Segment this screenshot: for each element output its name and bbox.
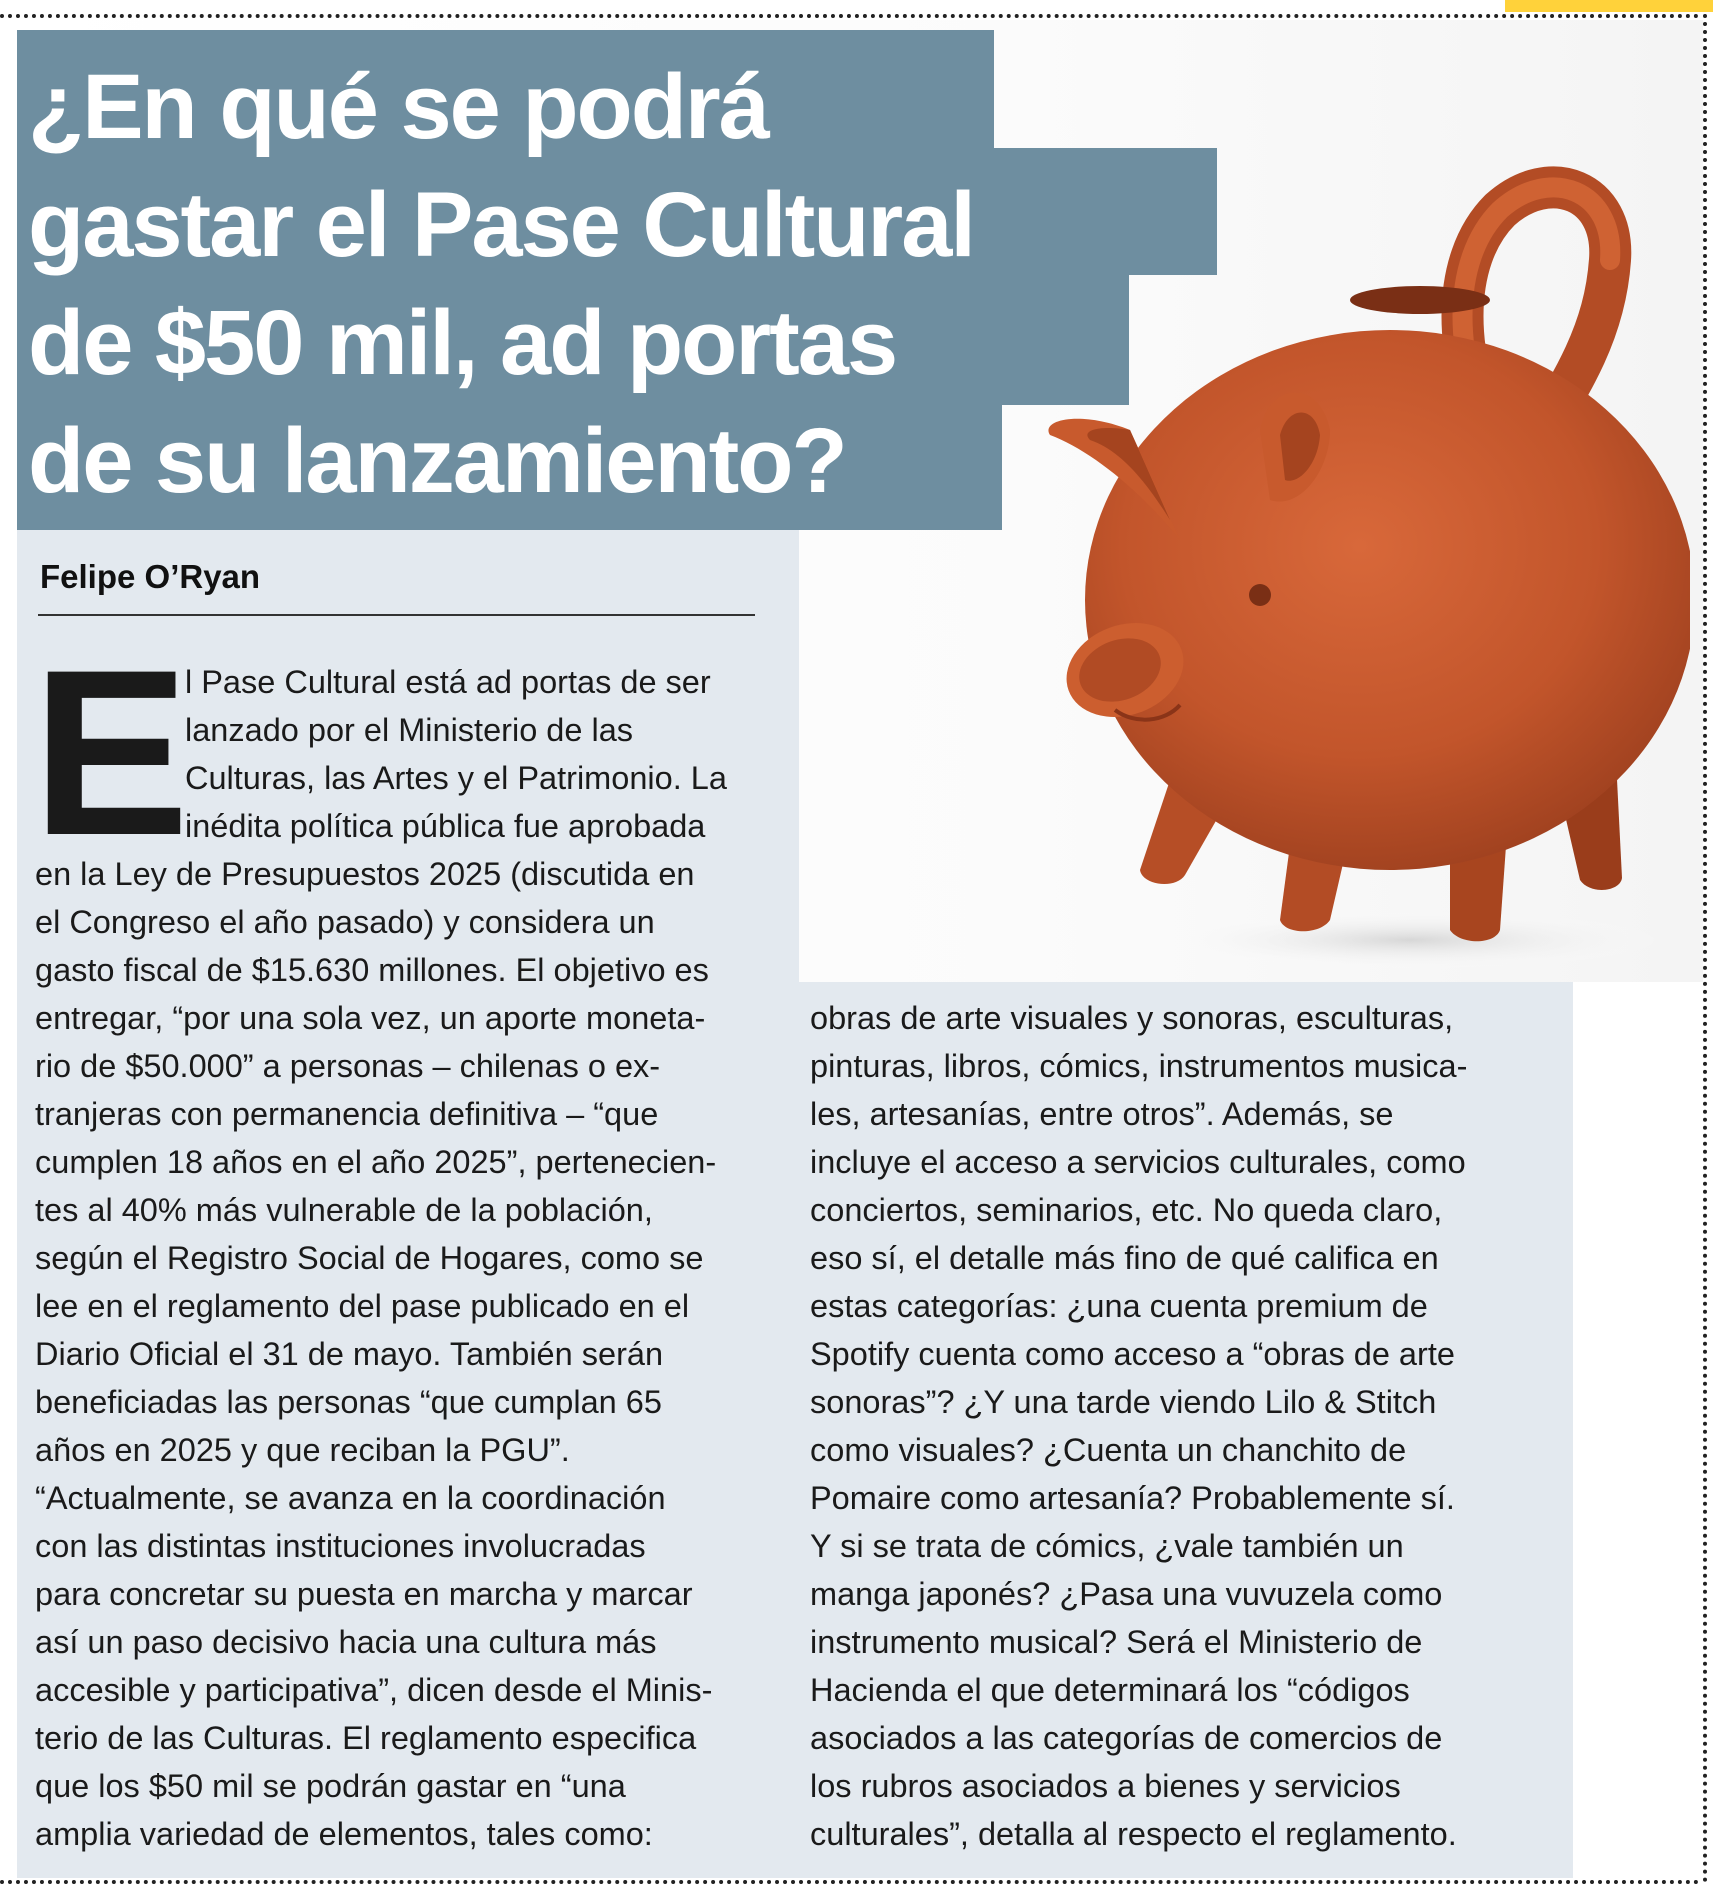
byline-divider [38, 614, 755, 616]
headline-line: gastar el Pase Cultural [28, 174, 974, 276]
text-line: para concretar su puesta en marcha y marcar [35, 1576, 693, 1612]
text-line: así un paso decisivo hacia una cultura más [35, 1624, 657, 1660]
bottom-dotted-border [0, 1880, 1700, 1884]
accent-tab [1505, 0, 1713, 12]
text-line: Culturas, las Artes y el Patrimonio. La [185, 760, 727, 796]
headline-line: de su lanzamiento? [28, 410, 846, 512]
text-line: años en 2025 y que reciban la PGU”. [35, 1432, 570, 1468]
text-line: accesible y participativa”, dicen desde el Minis- [35, 1672, 713, 1708]
text-line: Hacienda el que determinará los “códigos [810, 1672, 1410, 1708]
text-line: tes al 40% más vulnerable de la población, [35, 1192, 653, 1228]
article-column-1 [35, 658, 727, 1858]
headline [28, 48, 974, 520]
text-line: pinturas, libros, cómics, instrumentos musica- [810, 1048, 1468, 1084]
text-line: sonoras”? ¿Y una tarde viendo Lilo & Stitch [810, 1384, 1437, 1420]
text-line: estas categorías: ¿una cuenta premium de [810, 1288, 1428, 1324]
text-line: amplia variedad de elementos, tales como: [35, 1816, 653, 1852]
text-line: según el Registro Social de Hogares, como se [35, 1240, 704, 1276]
text-line: incluye el acceso a servicios culturales, como [810, 1144, 1466, 1180]
right-dotted-border [1703, 14, 1707, 1884]
text-line: conciertos, seminarios, etc. No queda claro, [810, 1192, 1443, 1228]
text-line: Spotify cuenta como acceso a “obras de arte [810, 1336, 1455, 1372]
text-line: terio de las Culturas. El reglamento especifica [35, 1720, 697, 1756]
text-line: tranjeras con permanencia definitiva – “que [35, 1096, 659, 1132]
headline-line: de $50 mil, ad portas [28, 292, 897, 394]
text-line: lee en el reglamento del pase publicado en el [35, 1288, 690, 1324]
text-line: instrumento musical? Será el Ministerio de [810, 1624, 1423, 1660]
text-line: que los $50 mil se podrán gastar en “una [35, 1768, 626, 1804]
text-line: asociados a las categorías de comercios de [810, 1720, 1443, 1756]
text-line: culturales”, detalla al respecto el reglamento. [810, 1816, 1457, 1852]
text-line: eso sí, el detalle más fino de qué califica en [810, 1240, 1439, 1276]
text-line: en la Ley de Presupuestos 2025 (discutida en [35, 856, 695, 892]
text-line: rio de $50.000” a personas – chilenas o ex- [35, 1048, 661, 1084]
text-line: manga japonés? ¿Pasa una vuvuzela como [810, 1576, 1443, 1612]
top-dotted-border [0, 14, 1700, 18]
text-line: obras de arte visuales y sonoras, esculturas, [810, 1000, 1454, 1036]
text-line: el Congreso el año pasado) y considera un [35, 904, 655, 940]
article-column-2 [810, 994, 1467, 1858]
headline-line: ¿En qué se podrá [28, 56, 768, 158]
text-line: entregar, “por una sola vez, un aporte moneta- [35, 1000, 706, 1036]
text-line: Diario Oficial el 31 de mayo. También serán [35, 1336, 664, 1372]
text-line: con las distintas instituciones involucradas [35, 1528, 646, 1564]
text-line: l Pase Cultural está ad portas de ser [185, 664, 711, 700]
text-line: beneficiadas las personas “que cumplan 65 [35, 1384, 662, 1420]
text-line: inédita política pública fue aprobada [185, 808, 706, 844]
text-line: los rubros asociados a bienes y servicios [810, 1768, 1401, 1804]
text-line: “Actualmente, se avanza en la coordinación [35, 1480, 666, 1516]
drop-cap: E [32, 621, 184, 885]
author-byline: Felipe O’Ryan [40, 558, 261, 595]
text-line: lanzado por el Ministerio de las [185, 712, 634, 748]
text-line: cumplen 18 años en el año 2025”, pertenecien- [35, 1144, 717, 1180]
text-line: Y si se trata de cómics, ¿vale también un [810, 1528, 1404, 1564]
text-line: gasto fiscal de $15.630 millones. El objetivo es [35, 952, 709, 988]
text-line: Pomaire como artesanía? Probablemente sí. [810, 1480, 1455, 1516]
text-line: les, artesanías, entre otros”. Además, se [810, 1096, 1394, 1132]
text-line: como visuales? ¿Cuenta un chanchito de [810, 1432, 1407, 1468]
